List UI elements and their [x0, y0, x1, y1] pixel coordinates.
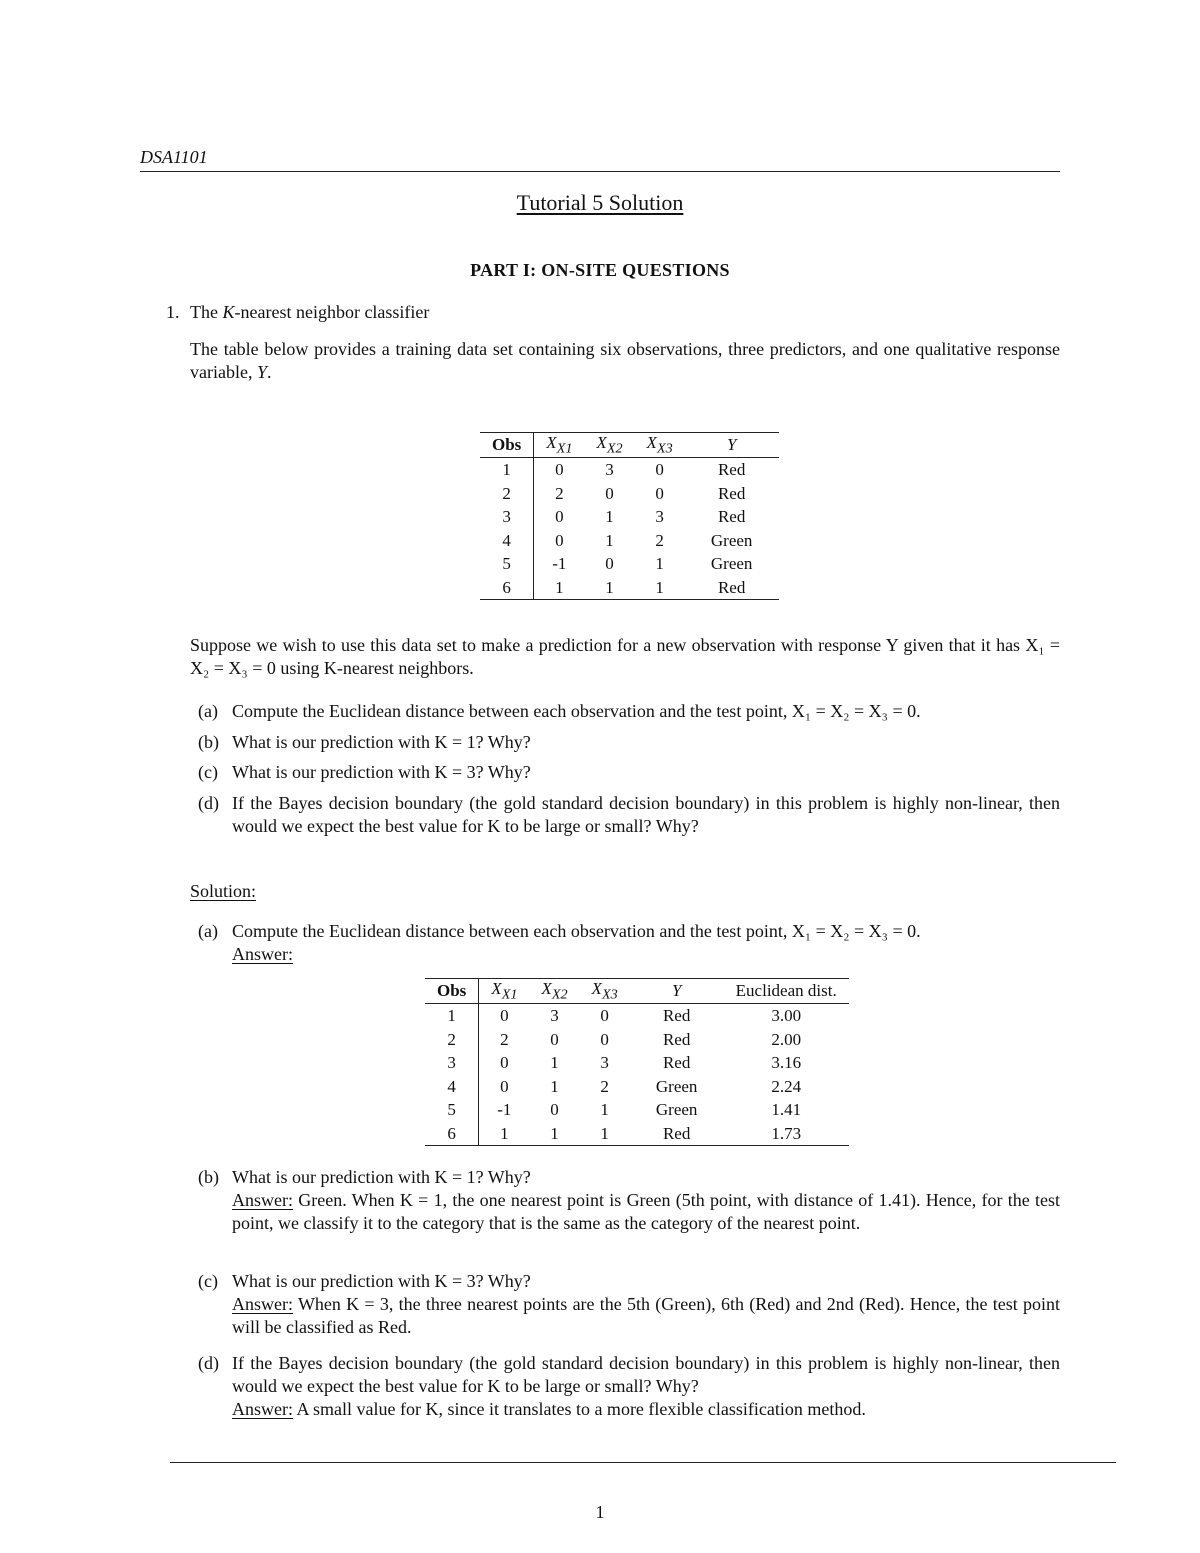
training-data-table	[480, 432, 779, 600]
column-header: Obs	[480, 433, 534, 458]
footer-rule	[170, 1462, 1116, 1463]
page-number: 1	[595, 1502, 605, 1522]
question-part-c: (c) What is our prediction with K = 3? Why?	[198, 762, 531, 782]
table-cell: 0	[605, 483, 614, 503]
solution-part-b: (b) What is our prediction with K = 1? Why? Answer: Green. When K = 1, the one nearest point is Green (5th point, with distance of 1.41). Hence, for the test point, we classify it to the category that is the same as the category of the nearest point.	[198, 1167, 1061, 1233]
table-cell: Red	[717, 507, 746, 527]
table-cell: 1	[550, 1053, 559, 1073]
question-intro: The table below provides a training data set containing six observations, three predictors, and one qualitative response variable, Y.	[190, 339, 1060, 382]
table-cell: 0	[655, 460, 664, 480]
column-header: Euclidean dist.	[724, 979, 849, 1004]
question-number: 1.	[166, 302, 180, 322]
table-cell: 0	[550, 1100, 559, 1120]
column-header: $X_{X3}$	[580, 979, 630, 1004]
table-cell: 2	[600, 1076, 609, 1096]
table-cell: 3	[655, 507, 664, 527]
part-heading: PART I: ON-SITE QUESTIONS	[470, 260, 730, 280]
course-code: DSA1101	[140, 147, 208, 167]
table-cell: 3	[480, 505, 534, 529]
table-row	[425, 1075, 849, 1099]
header-rule	[140, 171, 1060, 172]
table-cell: 2.24	[771, 1076, 802, 1096]
table-cell: 3	[605, 460, 614, 480]
table-cell: 6	[480, 576, 534, 600]
table-cell: Red	[662, 1053, 691, 1073]
table-cell: 6	[425, 1122, 479, 1146]
table-cell: 0	[500, 1053, 509, 1073]
table-cell: 0	[500, 1006, 509, 1026]
table-cell: 4	[425, 1075, 479, 1099]
table-cell: 4	[480, 529, 534, 553]
table-row	[480, 552, 779, 576]
table-cell: 1	[655, 554, 664, 574]
table-cell: Green	[710, 554, 753, 574]
table-header-row	[480, 433, 779, 458]
column-header: $X_{X2}$	[529, 979, 579, 1004]
table-cell: 0	[655, 483, 664, 503]
table-row	[480, 482, 779, 506]
document-title: Tutorial 5 Solution	[516, 190, 684, 215]
table-row	[425, 1028, 849, 1052]
table-cell: 0	[500, 1076, 509, 1096]
table-cell: 5	[425, 1098, 479, 1122]
table-row	[425, 1098, 849, 1122]
table-cell: 0	[605, 554, 614, 574]
column-header: $X_{X3}$	[635, 433, 685, 458]
table-cell: 2	[480, 482, 534, 506]
table-cell: Red	[717, 483, 746, 503]
table-cell: 3	[425, 1051, 479, 1075]
table-cell: 1	[550, 1076, 559, 1096]
table-cell: Green	[655, 1100, 698, 1120]
table-cell: 1	[580, 1122, 630, 1146]
table-cell: Red	[662, 1006, 691, 1026]
table-cell: 0	[555, 507, 564, 527]
table-row	[480, 458, 779, 482]
column-header: Y	[630, 979, 724, 1004]
question-part-a: (a) Compute the Euclidean distance between each observation and the test point, X₁ = X₂ = X₃ = 0.	[198, 701, 921, 721]
table-cell: 3.16	[771, 1053, 802, 1073]
table-cell: 1.41	[771, 1100, 802, 1120]
table-cell: 1	[534, 576, 585, 600]
table-cell: 1	[605, 530, 614, 550]
table-cell: 3	[550, 1006, 559, 1026]
table-cell: Green	[710, 530, 753, 550]
table-cell: 1	[635, 576, 685, 600]
table-cell: Red	[717, 460, 746, 480]
table-row	[480, 576, 779, 600]
table-row	[480, 529, 779, 553]
table-row	[425, 1004, 849, 1028]
table-cell: 2	[655, 530, 664, 550]
table-row	[425, 1051, 849, 1075]
table-cell: 2	[500, 1029, 509, 1049]
table-cell: 0	[550, 1029, 559, 1049]
solution-part-a: (a) Compute the Euclidean distance between each observation and the test point, X₁ = X₂ = X₃ = 0. Answer:	[198, 921, 921, 964]
table-cell: Red	[685, 576, 779, 600]
table-cell: -1	[497, 1100, 512, 1120]
table-cell: Green	[655, 1076, 698, 1096]
table-cell: Red	[630, 1122, 724, 1146]
table-cell: 1	[600, 1100, 609, 1120]
table-cell: 0	[600, 1029, 609, 1049]
question-part-d: (d) If the Bayes decision boundary (the gold standard decision boundary) in this problem is highly non-linear, then would we expect the best value for K to be large or small? Why?	[198, 793, 1060, 836]
table-cell: Red	[662, 1029, 691, 1049]
table-cell: 2	[425, 1028, 479, 1052]
table-header-row	[425, 979, 849, 1004]
table-cell: 2	[555, 483, 564, 503]
column-header: $X_{X1}$	[534, 433, 585, 458]
column-header: Y	[685, 433, 779, 458]
table-row	[425, 1122, 849, 1146]
table-cell: 1	[480, 458, 534, 482]
table-cell: 3	[600, 1053, 609, 1073]
table-cell: 1	[605, 507, 614, 527]
question-title: The K-nearest neighbor classifier	[190, 302, 430, 322]
table-cell: 1	[479, 1122, 530, 1146]
question-suppose: Suppose we wish to use this data set to make a prediction for a new observation with response Y given that it has X₁ = X₂ = X₃ = 0 using K-nearest neighbors.	[190, 635, 1060, 678]
table-cell: 1	[584, 576, 634, 600]
question-part-b: (b) What is our prediction with K = 1? Why?	[198, 732, 531, 752]
table-cell: 1.73	[724, 1122, 849, 1146]
table-cell: 5	[480, 552, 534, 576]
solution-distance-table	[425, 978, 849, 1146]
table-cell: 1	[425, 1004, 479, 1028]
column-header: Obs	[425, 979, 479, 1004]
solution-part-c: (c) What is our prediction with K = 3? Why? Answer: When K = 3, the three nearest points are the 5th (Green), 6th (Red) and 2nd (Red). Hence, the test point will be classified as Red.	[198, 1271, 1060, 1337]
table-cell: 1	[529, 1122, 579, 1146]
column-header: $X_{X2}$	[584, 433, 634, 458]
table-cell: 0	[555, 530, 564, 550]
table-cell: 0	[600, 1006, 609, 1026]
solution-part-d: (d) If the Bayes decision boundary (the gold standard decision boundary) in this problem is highly non-linear, then would we expect the best value for K to be large or small? Why? Answer: A small value for K, since it translates to a more flexible classification method.	[198, 1353, 1060, 1419]
solution-heading: Solution:	[190, 881, 257, 901]
table-cell: 3.00	[771, 1006, 802, 1026]
column-header: $X_{X1}$	[479, 979, 530, 1004]
table-cell: -1	[552, 554, 567, 574]
table-row	[480, 505, 779, 529]
table-cell: 2.00	[771, 1029, 802, 1049]
table-cell: 0	[555, 460, 564, 480]
